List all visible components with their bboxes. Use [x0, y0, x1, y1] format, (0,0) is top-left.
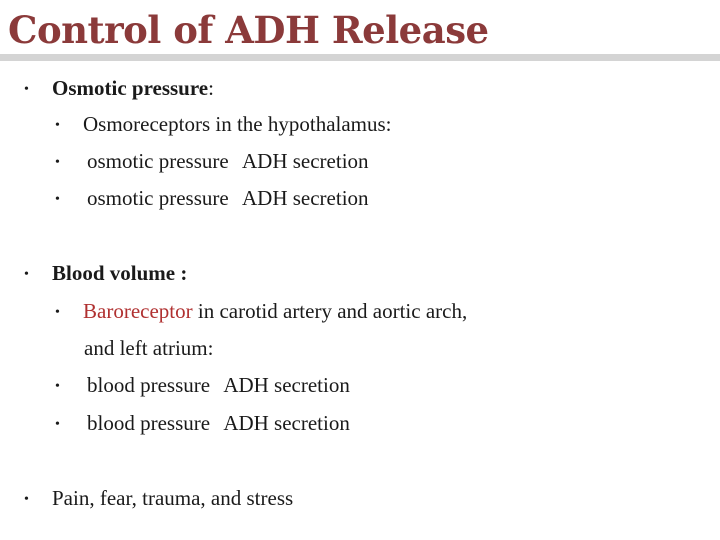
heading-colon: : — [208, 76, 214, 100]
bullet-pain-fear — [24, 483, 293, 515]
bullet-glyph: • — [55, 379, 60, 394]
bullet-blood-volume — [24, 258, 187, 290]
bullet-glyph: • — [55, 305, 60, 320]
title-divider — [0, 54, 720, 61]
adh-secretion-text: ADH secretion — [241, 149, 369, 173]
sub-bullet-decreased-bp — [55, 408, 350, 440]
pain-fear-text: Pain, fear, trauma, and stress — [52, 486, 294, 510]
sub-bullet-increased-bp — [55, 370, 350, 402]
sub-bullet-increased-osmotic — [55, 146, 369, 178]
bullet-glyph: • — [55, 118, 60, 133]
bullet-glyph: • — [24, 267, 29, 282]
bullet-glyph: • — [24, 82, 29, 97]
bullet-glyph: • — [55, 417, 60, 432]
baroreceptor-text: in carotid artery and aortic arch, — [192, 299, 468, 323]
baroreceptor-continuation: and left atrium: — [84, 336, 214, 360]
osmotic-pressure-heading: Osmotic pressure — [52, 76, 209, 100]
adh-secretion-text: ADH secretion — [241, 186, 369, 210]
bullet-glyph: • — [24, 492, 29, 507]
osmotic-pressure-text: osmotic pressure — [87, 186, 234, 210]
baroreceptor-link[interactable]: Baroreceptor — [83, 299, 193, 323]
blood-pressure-text: blood pressure — [87, 411, 216, 435]
osmoreceptors-text: Osmoreceptors in the hypothalamus: — [83, 112, 392, 136]
bullet-osmotic-pressure — [24, 73, 214, 105]
sub-bullet-baroreceptor — [55, 296, 467, 328]
blood-volume-heading: Blood volume : — [52, 261, 188, 285]
bullet-glyph: • — [55, 192, 60, 207]
blood-pressure-text: blood pressure — [87, 373, 216, 397]
bullet-glyph: • — [55, 155, 60, 170]
adh-secretion-text: ADH secretion — [223, 411, 350, 435]
sub-bullet-decreased-osmotic — [55, 183, 369, 215]
adh-secretion-text: ADH secretion — [223, 373, 350, 397]
osmotic-pressure-text: osmotic pressure — [87, 149, 234, 173]
slide-title: Control of ADH Release — [8, 8, 489, 52]
sub-bullet-osmoreceptors — [55, 109, 392, 141]
